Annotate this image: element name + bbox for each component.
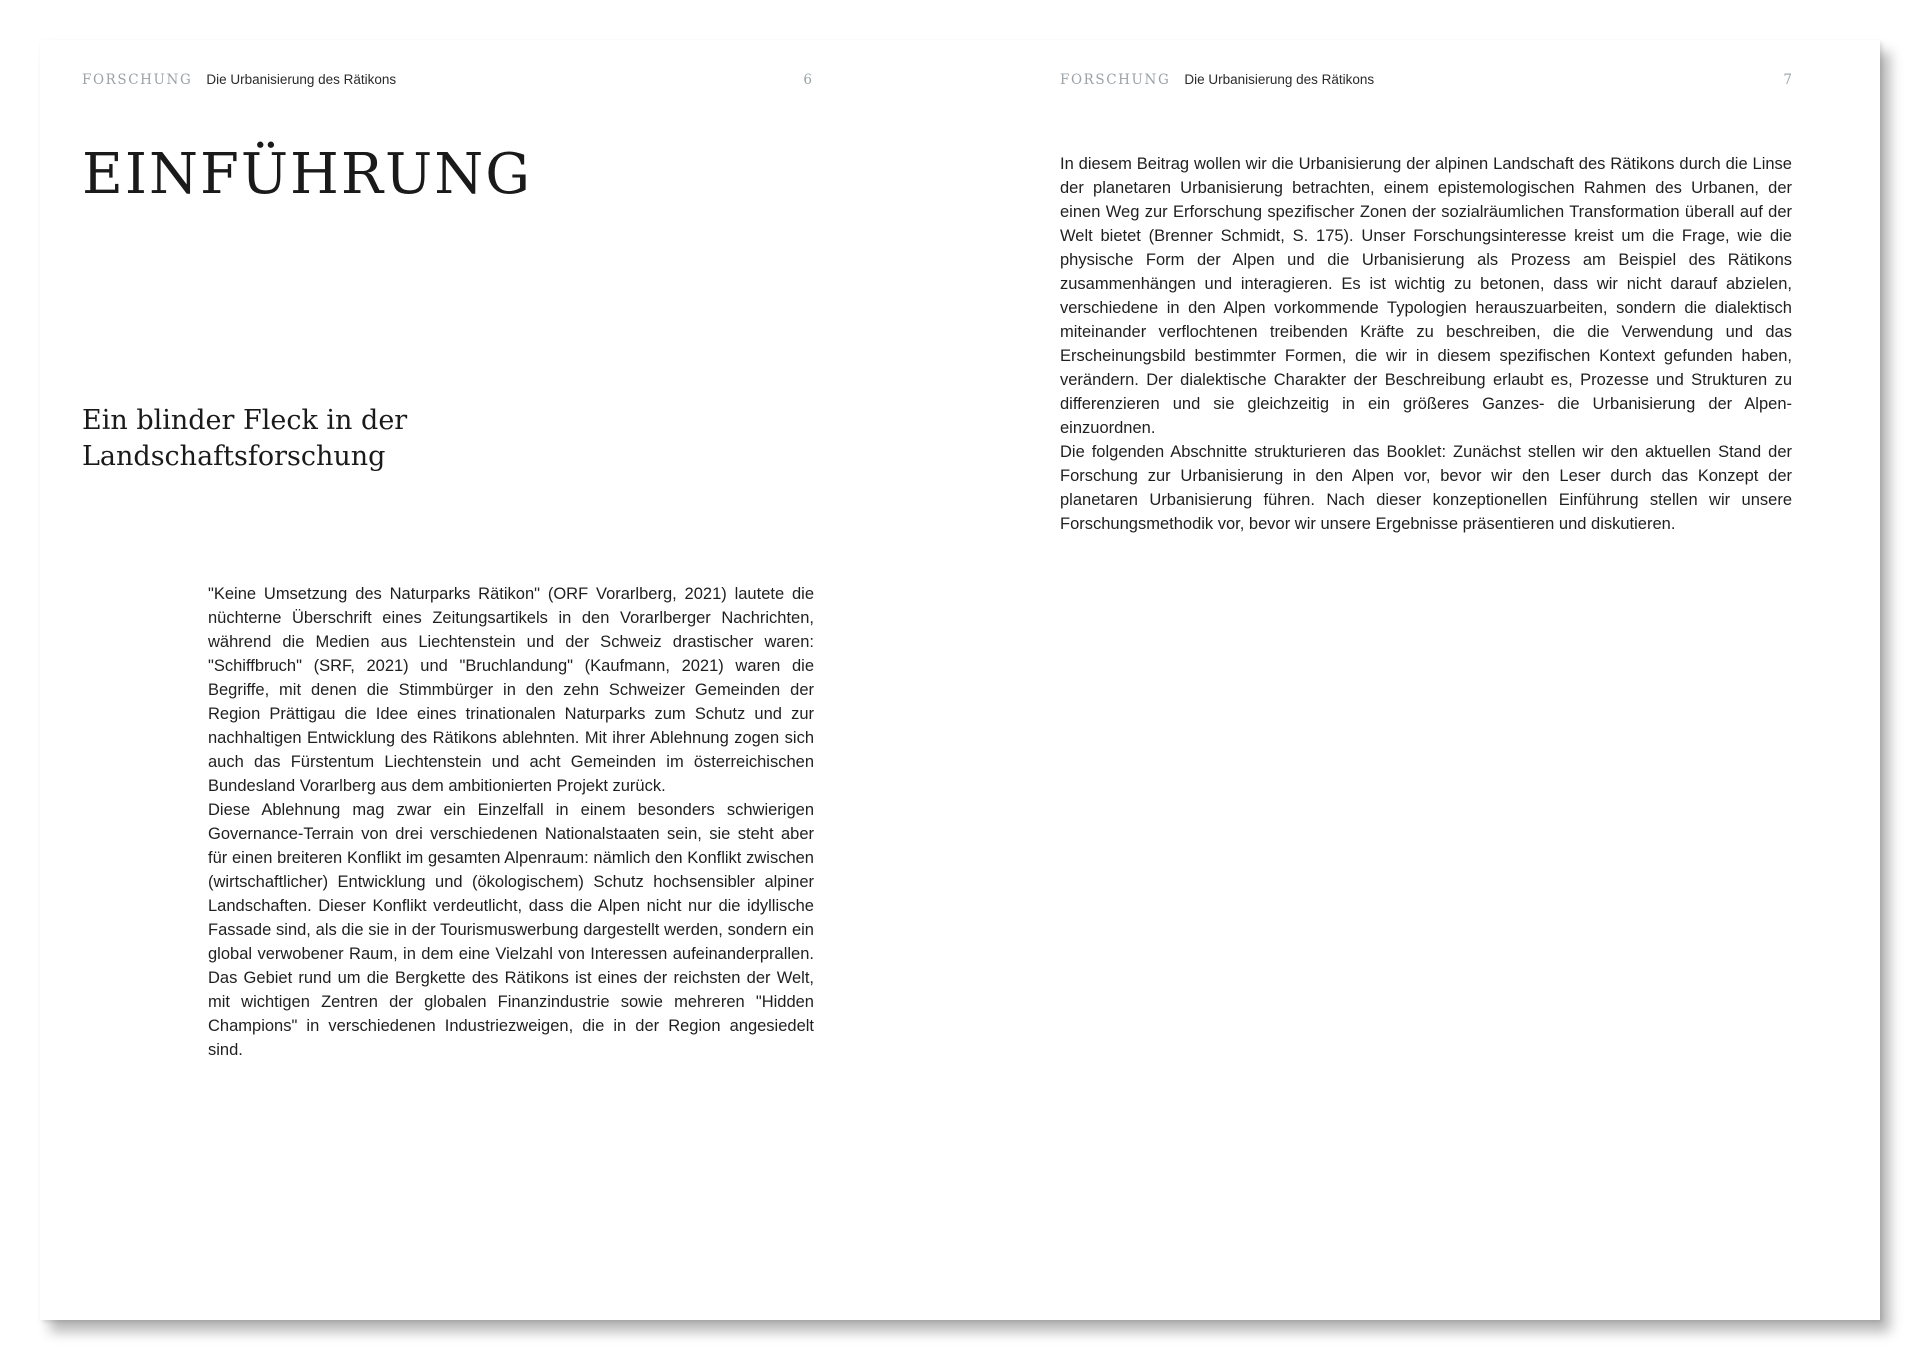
body-text-right bbox=[1060, 152, 1792, 536]
section-label: FORSCHUNG bbox=[82, 72, 193, 88]
running-header bbox=[1060, 72, 1792, 92]
running-header bbox=[82, 72, 812, 92]
left-page bbox=[40, 40, 960, 1320]
page-number: 7 bbox=[1783, 72, 1792, 88]
paragraph: Die folgenden Abschnitte strukturieren das Booklet: Zunächst stellen wir den aktuellen Stand der Forschung zur Urbanisierung in den Alpen vor, bevor wir den Leser durch das Konzept der planetaren Urbanisierung führen. Nach dieser konzeptionellen Einführung stellen wir unsere Forschungsmethodik vor, bevor wir unsere Ergebnisse präsentieren und diskutieren. bbox=[1060, 443, 1792, 533]
paragraph: "Keine Umsetzung des Naturparks Rätikon" (ORF Vorarlberg, 2021) lautete die nüchterne Überschrift eines Zeitungsartikels in den Vorarlberger Nachrichten, während die Medien aus Liechtenstein und der Schweiz drastischer waren: "Schiffbruch" (SRF, 2021) und "Bruchlandung" (Kaufmann, 2021) waren die Begriffe, mit denen die Stimmbürger in den zehn Schweizer Gemeinden der Region Prättigau die Idee eines trinationalen Naturparks zum Schutz und zur nachhaltigen Entwicklung des Rätikons ablehnten. Mit ihrer Ablehnung zogen sich auch das Fürstentum Liechtenstein und acht Gemeinden im österreichischen Bundesland Vorarlberg aus dem ambitionierten Projekt zurück. bbox=[208, 585, 814, 795]
section-label: FORSCHUNG bbox=[1060, 72, 1171, 88]
right-page bbox=[960, 40, 1880, 1320]
running-title: Die Urbanisierung des Rätikons bbox=[206, 72, 397, 87]
running-title: Die Urbanisierung des Rätikons bbox=[1184, 72, 1375, 87]
section-subheading: Ein blinder Fleck in der Landschaftsforschung bbox=[82, 405, 408, 472]
chapter-title: EINFÜHRUNG bbox=[82, 142, 532, 207]
body-text-left bbox=[208, 582, 814, 1062]
paragraph: In diesem Beitrag wollen wir die Urbanisierung der alpinen Landschaft des Rätikons durch die Linse der planetaren Urbanisierung betrachten, einem epistemologischen Rahmen des Urbanen, der einen Weg zur Erforschung spezifischer Zonen der sozialräumlichen Transformation überall auf der Welt bietet (Brenner Schmidt, S. 175). Unser Forschungsinteresse kreist um die Frage, wie die physische Form der Alpen und die Urbanisierung als Prozess am Beispiel des Rätikons zusammenhängen und interagieren. Es ist wichtig zu betonen, dass wir nicht darauf abzielen, verschiedene in den Alpen vorkommende Typologien herauszuarbeiten, sondern die dialektisch miteinander verflochtenen treibenden Kräfte zu beschreiben, die die Verwendung und das Erscheinungsbild bestimmter Formen, die wir in diesem spezifischen Kontext gefunden haben, verändern. Der dialektische Charakter der Beschreibung erlaubt es, Prozesse und Strukturen zu differenzieren und sie gleichzeitig in ein größeres Ganzes- die Urbanisierung der Alpen- einzuordnen. bbox=[1060, 155, 1792, 437]
paragraph: Diese Ablehnung mag zwar ein Einzelfall in einem besonders schwierigen Governance-Terrain von drei verschiedenen Nationalstaaten sein, sie steht aber für einen breiteren Konflikt im gesamten Alpenraum: nämlich den Konflikt zwischen (wirtschaftlicher) Entwicklung und (ökologischem) Schutz hochsensibler alpiner Landschaften. Dieser Konflikt verdeutlicht, dass die Alpen nicht nur die idyllische Fassade sind, als die sie in der Tourismuswerbung dargestellt werden, sondern ein global verwobener Raum, in dem eine Vielzahl von Interessen aufeinanderprallen. Das Gebiet rund um die Bergkette des Rätikons ist eines der reichsten der Welt, mit wichtigen Zentren der globalen Finanzindustrie sowie mehreren "Hidden Champions" in verschiedenen Industriezweigen, die in der Region angesiedelt sind. bbox=[208, 801, 814, 1059]
page-number: 6 bbox=[803, 72, 812, 88]
book-spread bbox=[40, 40, 1880, 1320]
